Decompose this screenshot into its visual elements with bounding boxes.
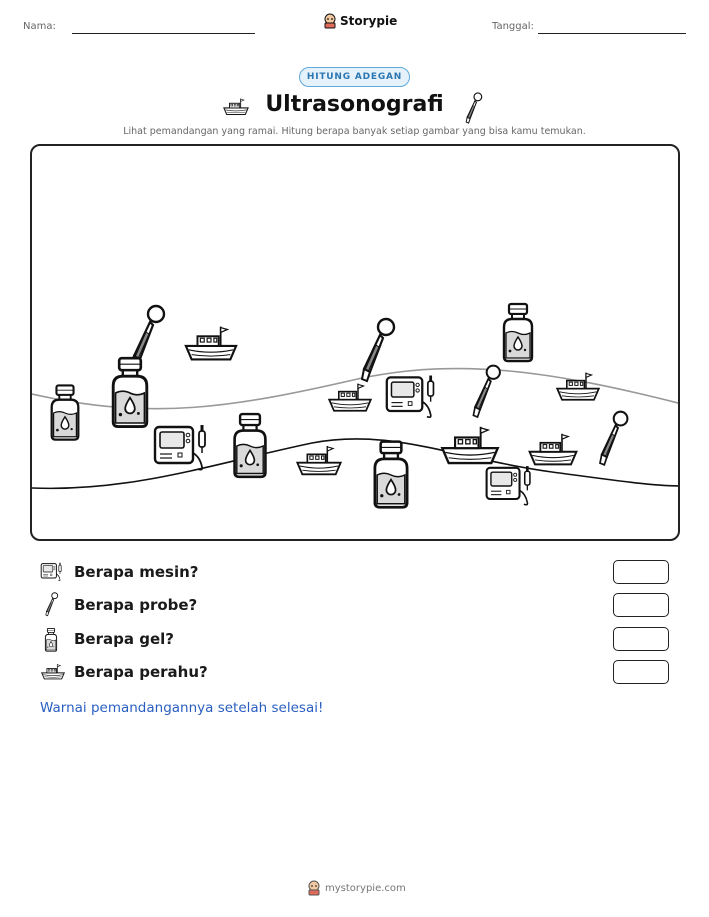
- instructions: Lihat pemandangan yang ramai. Hitung berapa banyak setiap gambar yang bisa kamu temukan.: [123, 126, 586, 137]
- gel-item-3: [235, 414, 266, 477]
- boat-item-1: [186, 327, 236, 360]
- wave-line-lower: [32, 439, 680, 488]
- question-row-probe: [40, 593, 680, 619]
- question-row-boat: [40, 660, 680, 686]
- question-label: Berapa probe?: [74, 596, 198, 614]
- question-row-machine: [40, 560, 680, 586]
- question-label: Berapa perahu?: [74, 663, 208, 681]
- probe-item-3: [473, 366, 500, 417]
- name-label: Nama:: [23, 21, 56, 32]
- footer: [307, 880, 406, 896]
- machine-item-3: [487, 466, 530, 505]
- answer-box-machine[interactable]: [613, 560, 669, 584]
- gel-item-4: [504, 304, 532, 361]
- answer-box-boat[interactable]: [613, 660, 669, 684]
- probe-icon: [463, 92, 483, 126]
- answer-box-gel[interactable]: [613, 627, 669, 651]
- activity-badge: HITUNG ADEGAN: [299, 67, 410, 87]
- scene-illustration: [32, 146, 680, 541]
- gel-item-1: [113, 358, 147, 426]
- machine-icon: [40, 561, 64, 583]
- question-label: Berapa gel?: [74, 630, 174, 648]
- machine-item-2: [387, 376, 434, 418]
- gel-item-5: [375, 442, 407, 508]
- boat-item-2: [329, 384, 371, 411]
- storypie-mascot-icon: [323, 13, 337, 29]
- probe-item-2: [362, 319, 394, 381]
- question-row-gel: [40, 627, 680, 653]
- boat-item-5: [442, 427, 497, 463]
- answer-box-probe[interactable]: [613, 593, 669, 617]
- gel-item-2: [52, 385, 79, 439]
- brand-name: Storypie: [340, 14, 398, 28]
- page-title: Ultrasonografi: [265, 92, 444, 117]
- machine-item-1: [155, 425, 205, 470]
- storypie-mascot-icon: [307, 880, 321, 896]
- date-label: Tanggal:: [492, 21, 534, 32]
- question-label: Berapa mesin?: [74, 563, 199, 581]
- count-scene: [30, 144, 680, 541]
- gel-icon: [40, 628, 62, 652]
- date-field[interactable]: [538, 33, 686, 34]
- boat-icon: [40, 661, 66, 683]
- probe-item-4: [600, 412, 627, 465]
- closing-note: Warnai pemandangannya setelah selesai!: [40, 700, 324, 716]
- boat-item-6: [530, 434, 577, 465]
- boat-item-4: [297, 446, 340, 474]
- boat-item-3: [557, 373, 599, 400]
- name-field[interactable]: [72, 33, 255, 34]
- brand-logo: [323, 13, 397, 29]
- footer-url[interactable]: mystorypie.com: [325, 882, 406, 894]
- probe-icon: [40, 592, 62, 618]
